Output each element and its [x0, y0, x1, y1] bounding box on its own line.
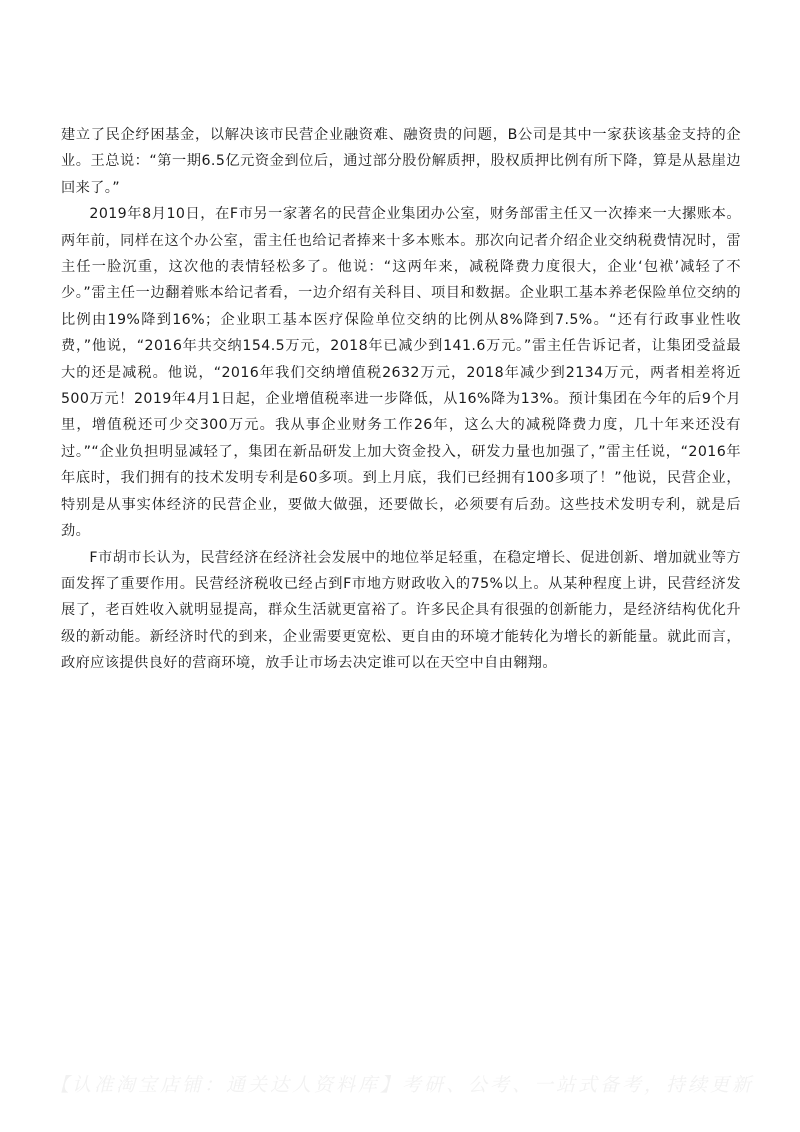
article-body: [61, 122, 741, 677]
paragraph-continuation: 建立了民企纾困基金，以解决该市民营企业融资难、融资贵的问题，B公司是其中一家获该基金支持的企业。王总说：“第一期6.5亿元资金到位后，通过部分股份解质押，股权质押比例有所下降，算是从悬崖边回来了。”: [61, 127, 741, 196]
watermark-text: 【认准淘宝店铺：通关达人资料库】考研、公考、一站式备考，持续更新: [50, 1074, 755, 1096]
paragraph-finance-director: 2019年8月10日，在F市另一家著名的民营企业集团办公室，财务部雷主任又一次捧来一大摞账本。两年前，同样在这个办公室，雷主任也给记者捧来十多本账本。那次向记者介绍企业交纳税费情况时，雷主任一脸沉重，这次他的表情轻松多了。他说：“这两年来，减税降费力度很大，企业‘包袱’减轻了不少。”雷主任一边翻着账本给记者看，一边介绍有关科目、项目和数据。企业职工基本养老保险单位交纳的比例由19%降到16%；企业职工基本医疗保险单位交纳的比例从8%降到7.5%。“还有行政事业性收费，”他说，“2016年共交纳154.5万元，2018年已减少到141.6万元。”雷主任告诉记者，让集团受益最大的还是减税。他说，“2016年我们交纳增值税2632万元，2018年减少到2134万元，两者相差将近500万元！2019年4月1日起，企业增值税率进一步降低，从16%降为13%。预计集团在今年的后9个月里，增值税还可少交300万元。我从事企业财务工作26年，这么大的减税降费力度，几十年来还没有过。”“企业负担明显减轻了，集团在新品研发上加大资金投入，研发力量也加强了，”雷主任说，“2016年年底时，我们拥有的技术发明专利是60多项。到上月底，我们已经拥有100多项了！”他说，民营企业，特别是从事实体经济的民营企业，要做大做强，还要做长，必须要有后劲。这些技术发明专利，就是后劲。: [61, 206, 741, 540]
paragraph-mayor-view: F市胡市长认为，民营经济在经济社会发展中的地位举足轻重，在稳定增长、促进创新、增加就业等方面发挥了重要作用。民营经济税收已经占到F市地方财政收入的75%以上。从某种程度上讲，民营经济发展了，老百姓收入就明显提高，群众生活就更富裕了。许多民企具有很强的创新能力，是经济结构优化升级的新动能。新经济时代的到来，企业需要更宽松、更自由的环境才能转化为增长的新能量。就此而言，政府应该提供良好的营商环境，放手让市场去决定谁可以在天空中自由翱翔。: [61, 549, 741, 672]
